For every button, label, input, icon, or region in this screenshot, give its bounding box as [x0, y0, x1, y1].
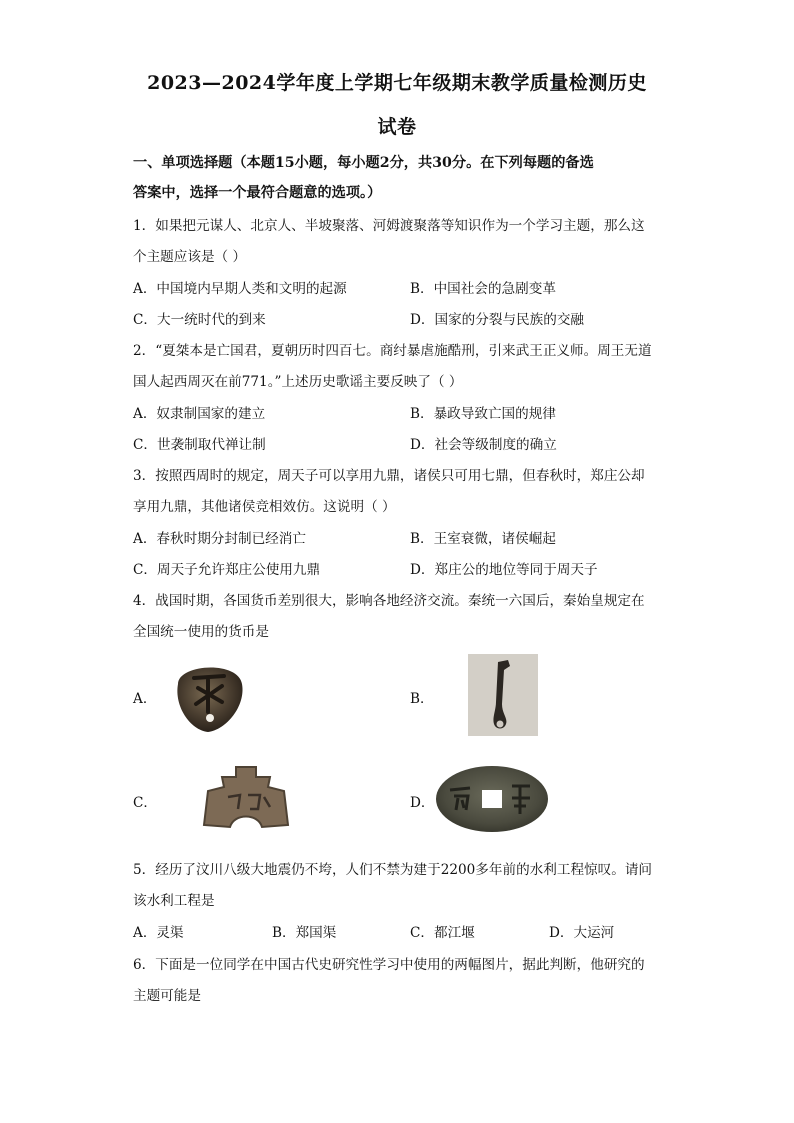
- question-1-option-c: C．大一统时代的到来: [133, 312, 266, 328]
- question-1-line1: 1．如果把元谋人、北京人、半坡聚落、河姆渡聚落等知识作为一个学习主题，那么这: [133, 218, 645, 234]
- ban-liang-coin-image: [434, 764, 550, 834]
- question-3-option-b: B．王室衰微，诸侯崛起: [410, 531, 556, 547]
- exam-title-line1: 2023—2024学年度上学期七年级期末教学质量检测历史: [147, 72, 647, 94]
- section-heading-line2: 答案中，选择一个最符合题意的选项。）: [133, 185, 382, 201]
- section-heading-line1: 一、单项选择题（本题15小题，每小题2分，共30分。在下列每题的备选: [133, 155, 594, 171]
- question-2-option-d: D．社会等级制度的确立: [410, 437, 557, 453]
- question-5-line2: 该水利工程是: [133, 893, 215, 909]
- question-4-option-d-label: D．: [410, 795, 435, 811]
- question-5-option-a: A．灵渠: [133, 925, 184, 941]
- question-6-line2: 主题可能是: [133, 988, 201, 1004]
- question-5-option-b: B．郑国渠: [272, 925, 337, 941]
- question-1-option-a: A．中国境内早期人类和文明的起源: [133, 281, 347, 297]
- question-4-option-a-label: A．: [133, 691, 157, 707]
- question-3-option-d: D．郑庄公的地位等同于周天子: [410, 562, 598, 578]
- question-2-option-b: B．暴政导致亡国的规律: [410, 406, 556, 422]
- question-3-line2: 享用九鼎，其他诸侯竞相效仿。这说明（ ）: [133, 499, 396, 515]
- question-2-line1: 2．“夏桀本是亡国君，夏朝历时四百七。商纣暴虐施酷刑，引来武王正义师。周王无道: [133, 343, 652, 359]
- question-1-option-b: B．中国社会的急剧变革: [410, 281, 556, 297]
- question-5-line1: 5．经历了汶川八级大地震仍不垮，人们不禁为建于2200多年前的水利工程惊叹。请问: [133, 862, 653, 878]
- knife-coin-image: [468, 654, 538, 736]
- question-3-line1: 3．按照西周时的规定，周天子可以享用九鼎，诸侯只可用七鼎，但春秋时，郑庄公却: [133, 468, 645, 484]
- question-6-line1: 6．下面是一位同学在中国古代史研究性学习中使用的两幅图片，据此判断，他研究的: [133, 957, 645, 973]
- question-4-option-c-label: C．: [133, 795, 157, 811]
- spade-coin-image: [198, 765, 294, 831]
- question-5-option-d: D．大运河: [549, 925, 615, 941]
- question-3-option-c: C．周天子允许郑庄公使用九鼎: [133, 562, 321, 578]
- question-2-option-a: A．奴隶制国家的建立: [133, 406, 266, 422]
- question-4-line1: 4．战国时期，各国货币差别很大，影响各地经济交流。秦统一六国后，秦始皇规定在: [133, 593, 645, 609]
- question-2-option-c: C．世袭制取代禅让制: [133, 437, 266, 453]
- question-5-option-c: C．都江堰: [410, 925, 475, 941]
- question-1-option-d: D．国家的分裂与民族的交融: [410, 312, 585, 328]
- question-3-option-a: A．春秋时期分封制已经消亡: [133, 531, 306, 547]
- question-4-line2: 全国统一使用的货币是: [133, 624, 269, 640]
- exam-title-line2: 试卷: [377, 116, 417, 138]
- question-2-line2: 国人起西周灭在前771。”上述历史歌谣主要反映了（ ）: [133, 374, 463, 390]
- ant-nose-coin-image: [168, 654, 250, 736]
- question-4-option-b-label: B．: [410, 691, 434, 707]
- question-1-line2: 个主题应该是（ ）: [133, 249, 247, 265]
